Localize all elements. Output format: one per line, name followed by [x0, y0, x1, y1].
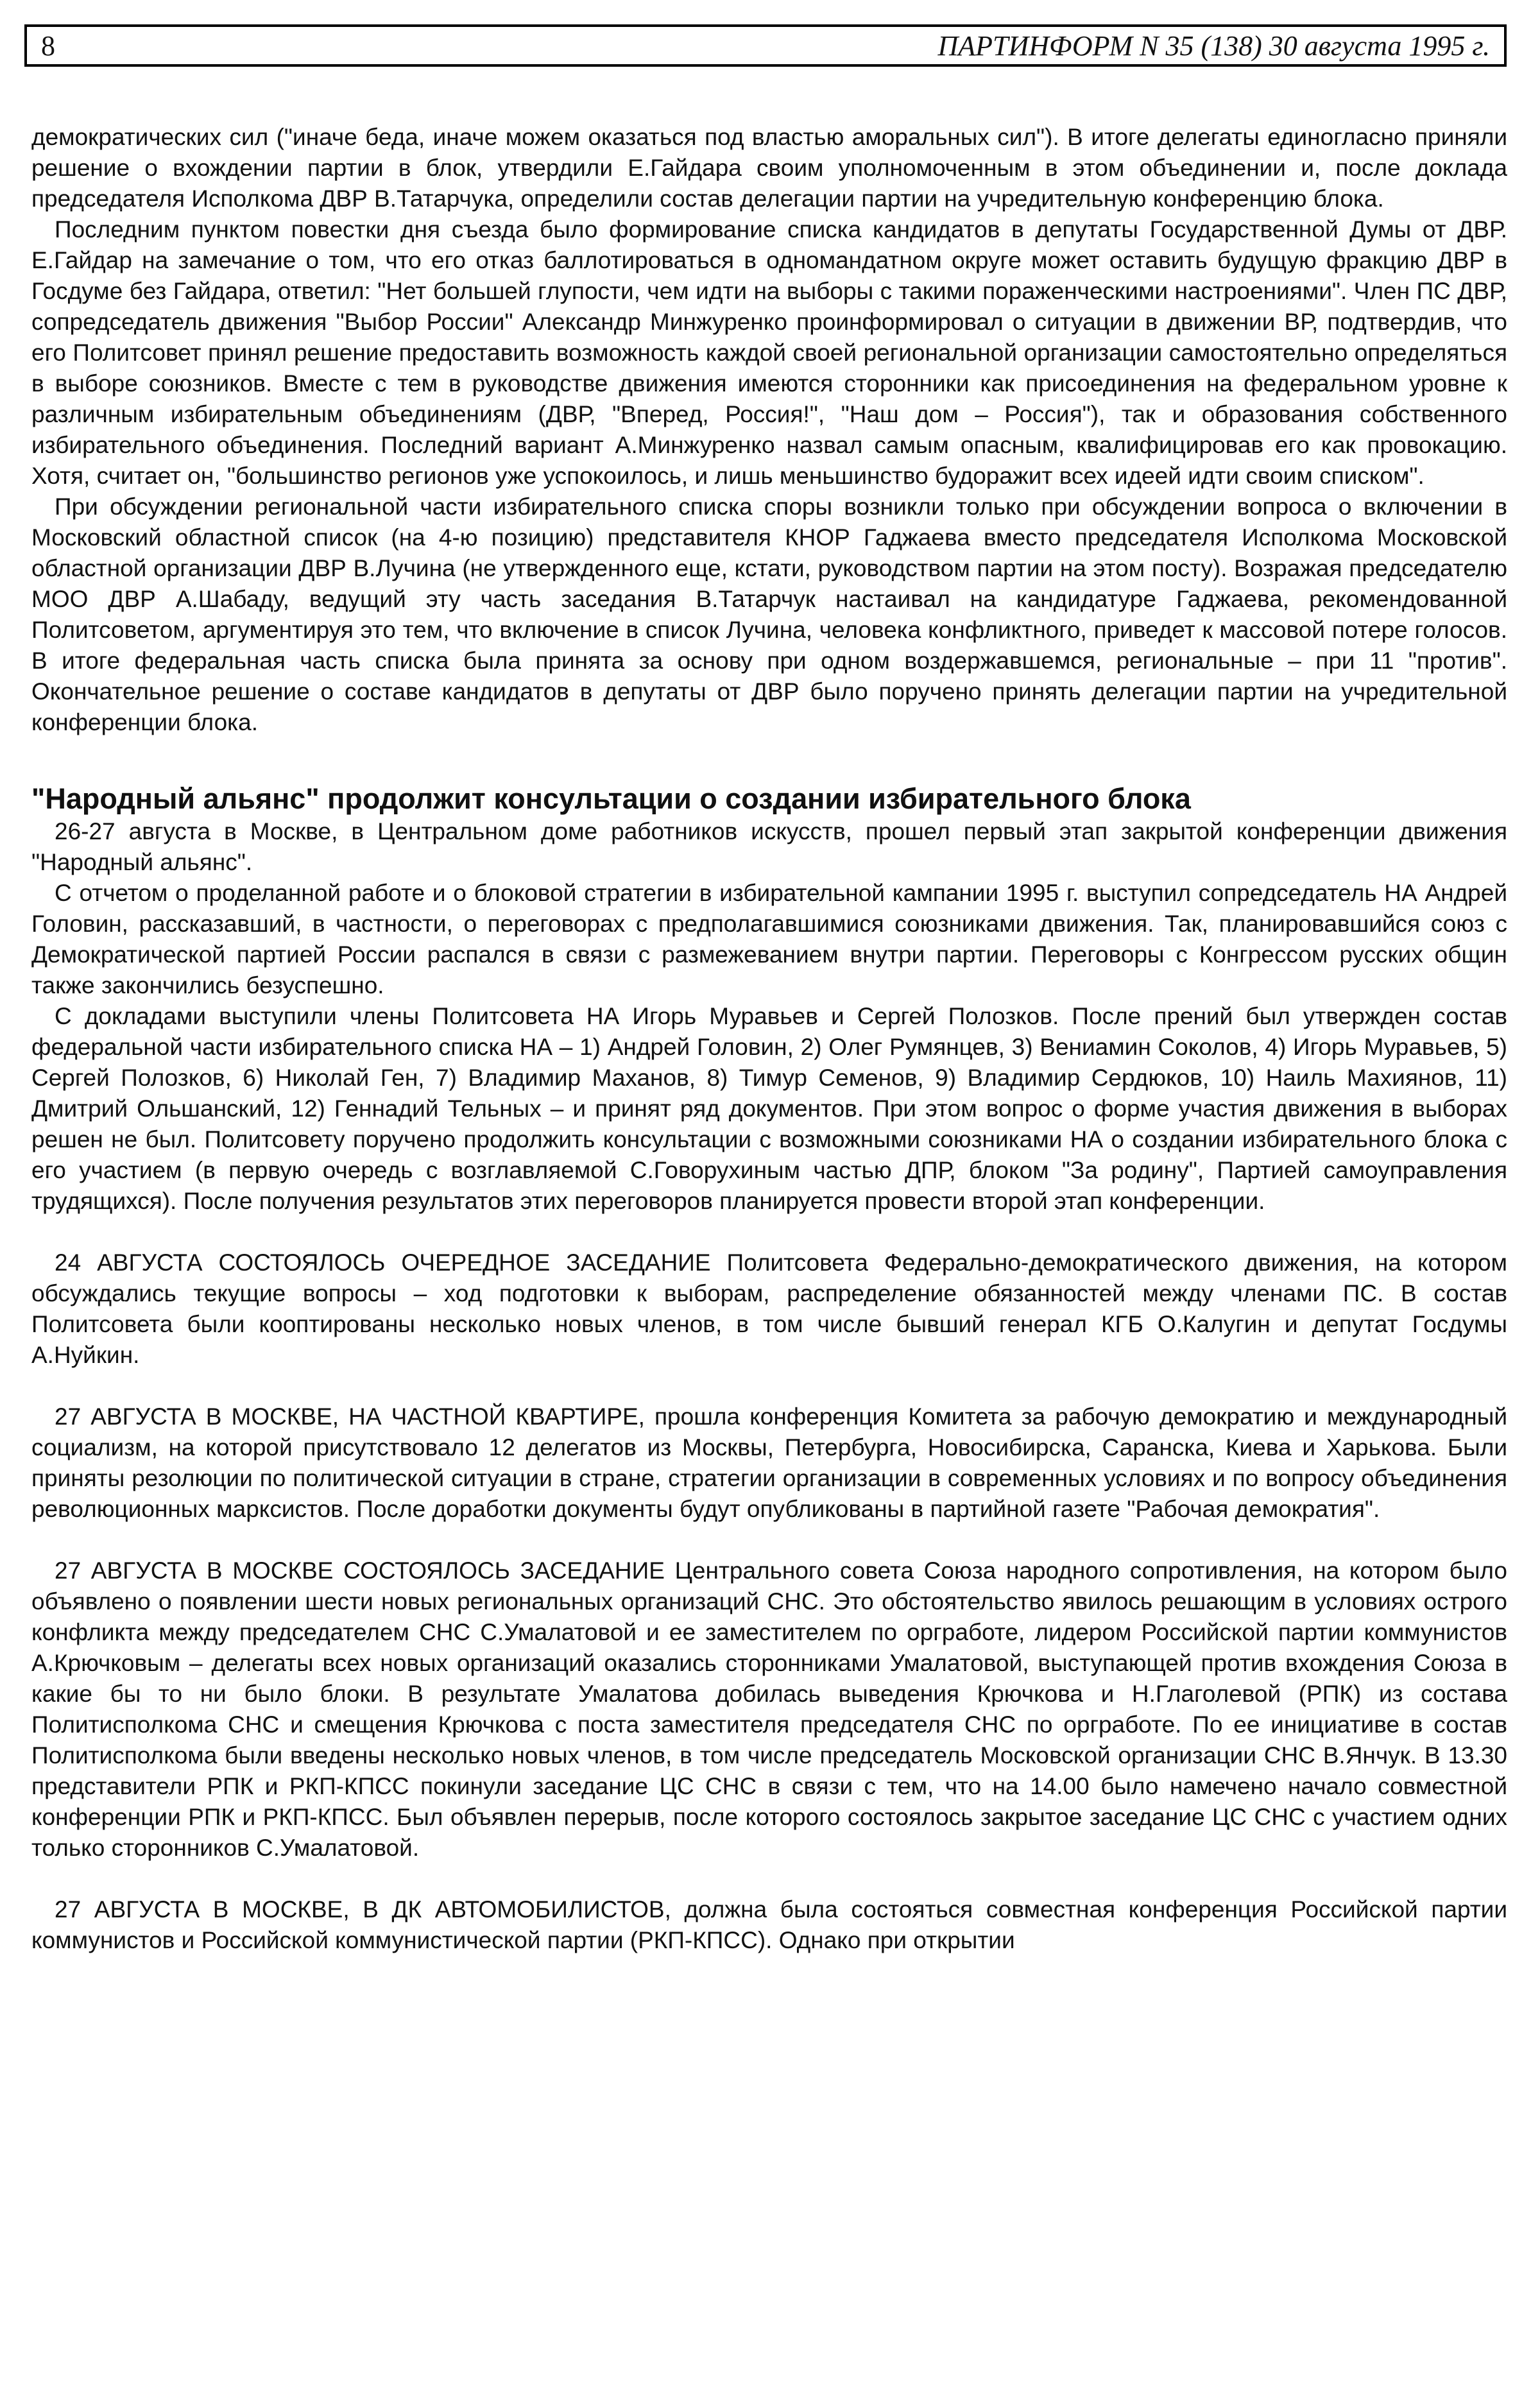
article-paragraph: Последним пунктом повестки дня съезда было формирование списка кандидатов в депутаты Государственной Думы от ДВР. Е.Гайдар на замечание о том, что его отказ баллотироваться в одномандатном округе может оставить будущую фракцию ДВР в Госдуме без Гайдара, ответил: "Нет большей глупости, чем идти на выборы с такими пораженческими настроениями". Член ПС ДВР, сопредседатель движения "Выбор России" Александр Минжуренко проинформировал о ситуации в движении ВР, подтвердив, что его Политсовет принял решение предоставить возможность каждой своей региональной организации самостоятельно определяться в выборе союзников. Вместе с тем в руководстве движения имеются сторонники как присоединения на федеральном уровне к различным избирательным объединениям (ДВР, "Вперед, Россия!", "Наш дом – Россия"), так и образования собственного избирательного объединения. Последний вариант А.Минжуренко назвал самым опасным, квалифицировав его как провокацию. Хотя, считает он, "большинство регионов уже успокоилось, и лишь меньшинство будоражит всех идеей идти своим списком".: [31, 216, 1507, 489]
article-paragraph: демократических сил ("иначе беда, иначе можем оказаться под властью аморальных сил"). В итоге делегаты единогласно приняли решение о вхождении партии в блок, утвердили Е.Гайдара своим уполномоченным в этом объединении и, после доклада председателя Исполкома ДВР В.Татарчука, определили состав делегации партии на учредительную конференцию блока.: [31, 124, 1507, 212]
section-heading: "Народный альянс" продолжит консультации о создании избирательного блока: [31, 782, 1191, 815]
news-item: 27 АВГУСТА В МОСКВЕ, НА ЧАСТНОЙ КВАРТИРЕ, прошла конференция Комитета за рабочую демократию и международный социализм, на которой присутствовало 12 делегатов из Москвы, Петербурга, Новосибирска, Саранска, Киева и Харькова. Были приняты резолюции по политической ситуации в стране, стратегии организации в современных условиях и по вопросу объединения революционных марксистов. После доработки документы будут опубликованы в партийной газете "Рабочая демократия".: [31, 1403, 1507, 1522]
page-number: 8: [41, 30, 55, 62]
news-item: 27 АВГУСТА В МОСКВЕ, В ДК АВТОМОБИЛИСТОВ, должна была состояться совместная конференция Российской партии коммунистов и Российской коммунистической партии (РКП-КПСС). Однако при открытии: [31, 1896, 1507, 1953]
masthead: ПАРТИНФОРМ N 35 (138) 30 августа 1995 г.: [937, 30, 1490, 62]
page-header: [24, 24, 1507, 67]
section-paragraph: С докладами выступили члены Политсовета НА Игорь Муравьев и Сергей Полозков. После прений был утвержден состав федеральной части избирательного списка НА – 1) Андрей Головин, 2) Олег Румянцев, 3) Вениамин Соколов, 4) Игорь Муравьев, 5) Сергей Полозков, 6) Николай Ген, 7) Владимир Маханов, 8) Тимур Семенов, 9) Владимир Сердюков, 10) Наиль Махиянов, 11) Дмитрий Ольшанский, 12) Геннадий Тельных – и принят ряд документов. При этом вопрос о форме участия движения в выборах решен не был. Политсовету поручено продолжить консультации с возможными союзниками НА о создании избирательного блока с его участием (в первую очередь с возглавляемой С.Говорухиным частью ДПР, блоком "За родину", Партией самоуправления трудящихся). После получения результатов этих переговоров планируется провести второй этап конференции.: [31, 1003, 1507, 1214]
section-paragraph: 26-27 августа в Москве, в Центральном доме работников искусств, прошел первый этап закрытой конференции движения "Народный альянс".: [31, 818, 1507, 875]
news-item: 27 АВГУСТА В МОСКВЕ СОСТОЯЛОСЬ ЗАСЕДАНИЕ Центрального совета Союза народного сопротивления, на котором было объявлено о появлении шести новых региональных организаций СНС. Это обстоятельство явилось решающим в условиях острого конфликта между председателем СНС С.Умалатовой и ее заместителем по оргработе, лидером Российской партии коммунистов А.Крючковым – делегаты всех новых организаций оказались сторонниками Умалатовой, выступающей против вхождения Союза в какие бы то ни было блоки. В результате Умалатова добилась выведения Крючкова и Н.Глаголевой (РПК) из состава Политисполкома СНС и смещения Крючкова с поста заместителя председателя СНС по оргработе. По ее инициативе в состав Политисполкома были введены несколько новых членов, в том числе председатель Московской организации СНС В.Янчук. В 13.30 представители РПК и РКП-КПСС покинули заседание ЦС СНС в связи с тем, что на 14.00 было намечено начало совместной конференции РПК и РКП-КПСС. Был объявлен перерыв, после которого состоялось закрытое заседание ЦС СНС с участием одних только сторонников С.Умалатовой.: [31, 1557, 1507, 1861]
article-paragraph: При обсуждении региональной части избирательного списка споры возникли только при обсуждении вопроса о включении в Московский областной список (на 4-ю позицию) представителя КНОР Гаджаева вместо председателя Исполкома Московской областной организации ДВР В.Лучина (не утвержденного еще, кстати, руководством партии на этом посту). Возражая председателю МОО ДВР А.Шабаду, ведущий эту часть заседания В.Татарчук настаивал на кандидатуре Гаджаева, рекомендованной Политсоветом, аргументируя это тем, что включение в список Лучина, человека конфликтного, приведет к массовой потере голосов. В итоге федеральная часть списка была принята за основу при одном воздержавшемся, региональные – при 11 "против". Окончательное решение о составе кандидатов в депутаты от ДВР было поручено принять делегации партии на учредительной конференции блока.: [31, 493, 1507, 735]
section-paragraph: С отчетом о проделанной работе и о блоковой стратегии в избирательной кампании 1995 г. выступил сопредседатель НА Андрей Головин, рассказавший, в частности, о переговорах с предполагавшимися союзниками движения. Так, планировавшийся союз с Демократической партией России распался в связи с размежеванием внутри партии. Переговоры с Конгрессом русских общин также закончились безуспешно.: [31, 880, 1507, 998]
news-item: 24 АВГУСТА СОСТОЯЛОСЬ ОЧЕРЕДНОЕ ЗАСЕДАНИЕ Политсовета Федерально-демократического движения, на котором обсуждались текущие вопросы – ход подготовки к выборам, распределение обязанностей между членами ПС. В состав Политсовета были кооптированы несколько новых членов, в том числе бывший генерал КГБ О.Калугин и депутат Госдумы А.Нуйкин.: [31, 1249, 1507, 1368]
page-content: [31, 122, 1507, 1956]
